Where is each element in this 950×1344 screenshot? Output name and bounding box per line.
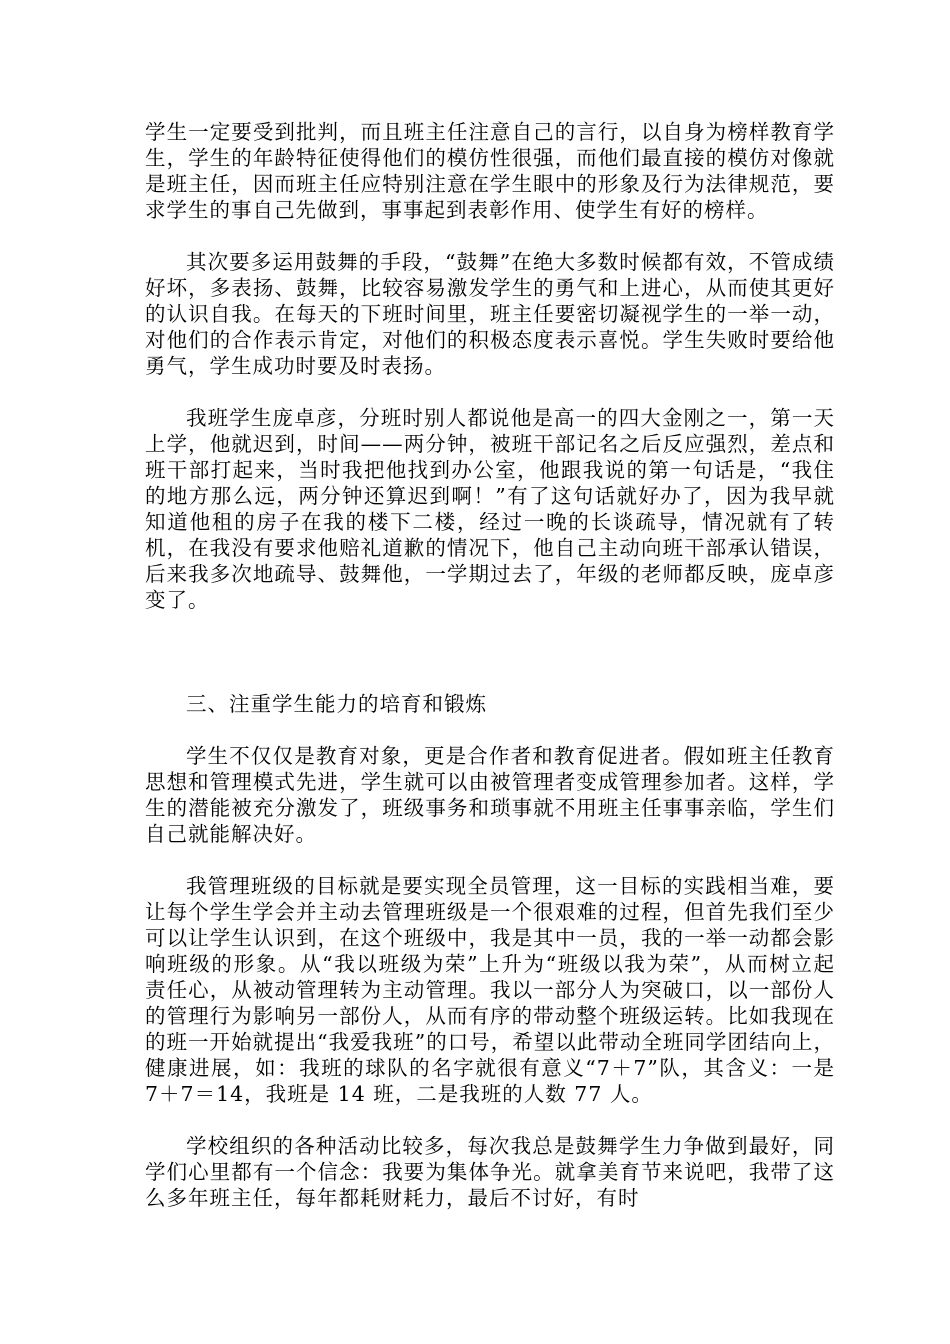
paragraph-5: 我管理班级的目标就是要实现全员管理，这一目标的实践相当难，要让每个学生学会并主动去管理班级是一个很艰难的过程，但首先我们至少可以让学生认识到，在这个班级中，我是其中一员，我的一举一动都会影响班级的形象。从“我以班级为荣”上升为“班级以我为荣”，从而树立起责任心，从被动管理转为主动管理。我以一部分人为突破口，以一部份人的管理行为影响另一部份人，从而有序的带动整个班级运转。比如我现在的班一开始就提出“我爱我班”的口号，希望以此带动全班同学团结向上，健康进展，如：我班的球队的名字就很有意义“7＋7”队，其含义：一是 7＋7＝14，我班是 14 班，二是我班的人数 77 人。 [145, 874, 835, 1106]
paragraph-1: 学生一定要受到批判，而且班主任注意自己的言行，以自身为榜样教育学生，学生的年龄特征使得他们的模仿性很强，而他们最直接的模仿对像就是班主任，因而班主任应特别注意在学生眼中的形象及行为法律规范，要求学生的事自己先做到，事事起到表彰作用、使学生有好的榜样。 [145, 120, 835, 222]
paragraph-2: 其次要多运用鼓舞的手段，“鼓舞”在绝大多数时候都有效，不管成绩好坏，多表扬、鼓舞，比较容易激发学生的勇气和上进心，从而使其更好的认识自我。在每天的下班时间里，班主任要密切凝视学生的一举一动，对他们的合作表示肯定，对他们的积极态度表示喜悦。学生失败时要给他勇气，学生成功时要及时表扬。 [145, 250, 835, 378]
section-gap [145, 639, 835, 691]
section-heading: 三、注重学生能力的培育和锻炼 [186, 692, 487, 716]
paragraph-4: 学生不仅仅是教育对象，更是合作者和教育促进者。假如班主任教育思想和管理模式先进，学生就可以由被管理者变成管理参加者。这样，学生的潜能被充分激发了，班级事务和琐事就不用班主任事事亲临，学生们自己就能解决好。 [145, 744, 835, 846]
paragraph-3: 我班学生庞卓彦，分班时别人都说他是高一的四大金刚之一，第一天上学，他就迟到，时间——两分钟，被班干部记名之后反应强烈，差点和班干部打起来，当时我把他找到办公室，他跟我说的第一句话是，“我住的地方那么远，两分钟还算迟到啊！”有了这句话就好办了，因为我早就知道他租的房子在我的楼下二楼，经过一晚的长谈疏导，情况就有了转机，在我没有要求他赔礼道歉的情况下，他自己主动向班干部承认错误，后来我多次地疏导、鼓舞他，一学期过去了，年级的老师都反映，庞卓彦变了。 [145, 406, 835, 612]
document-page [145, 119, 835, 1237]
paragraph-6: 学校组织的各种活动比较多，每次我总是鼓舞学生力争做到最好，同学们心里都有一个信念：我要为集体争光。就拿美育节来说吧，我带了这么多年班主任，每年都耗财耗力，最后不讨好，有时 [145, 1134, 835, 1210]
